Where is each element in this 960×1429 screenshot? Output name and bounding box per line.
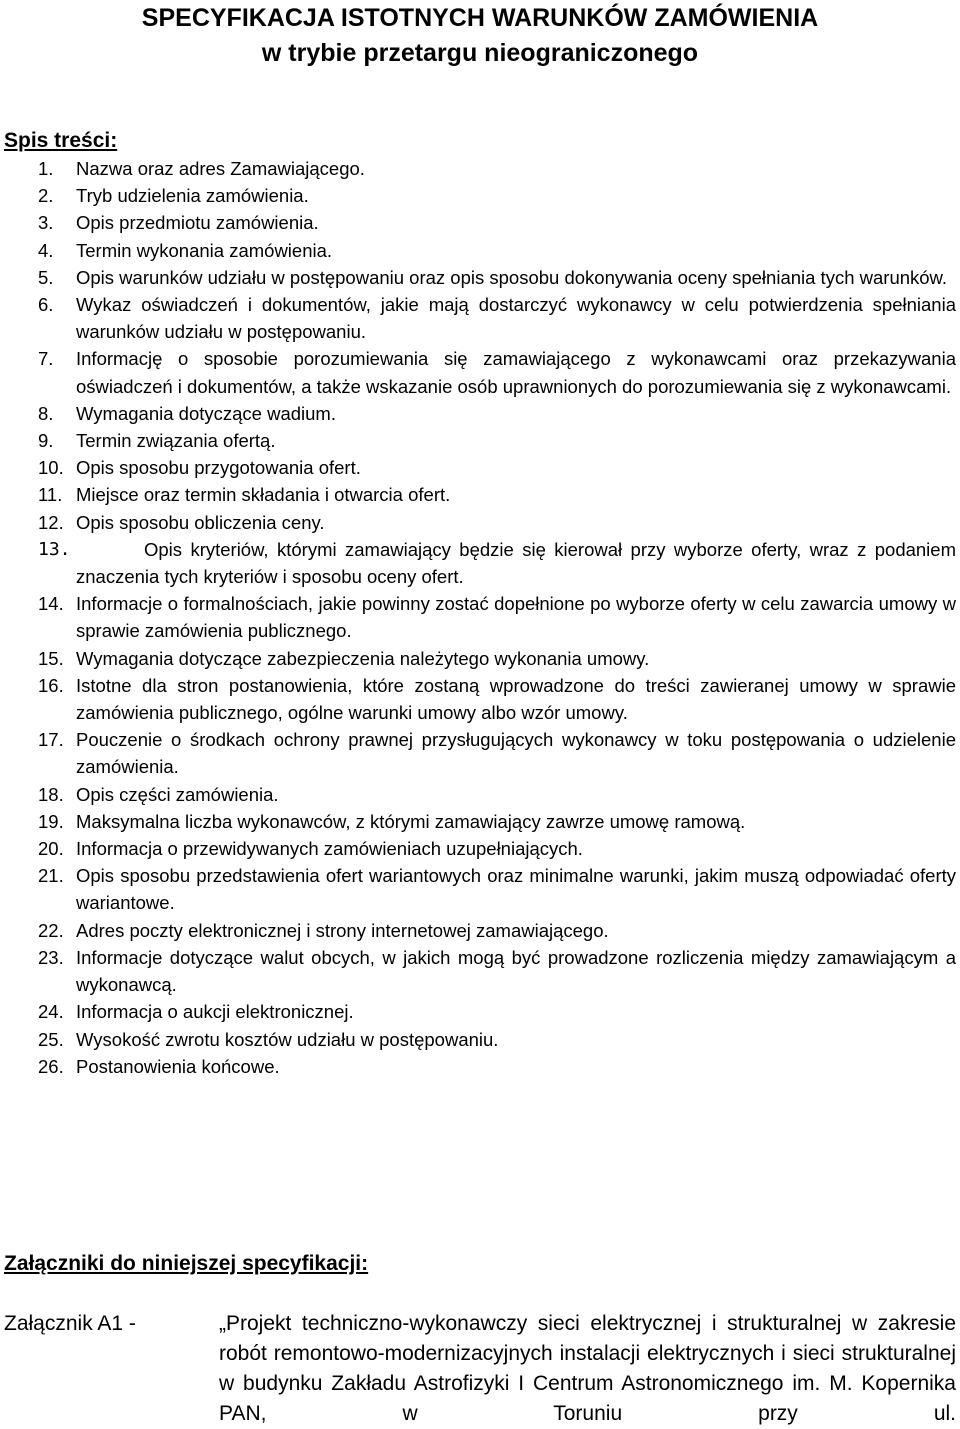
toc-item-number: 1. — [38, 158, 54, 179]
toc-item-number: 2. — [38, 185, 54, 207]
toc-item — [38, 454, 956, 481]
toc-item — [38, 781, 956, 808]
toc-item-number: 12. — [38, 511, 64, 533]
toc-item — [38, 237, 956, 264]
toc-item-number: 22. — [38, 919, 64, 941]
toc-item — [38, 536, 956, 590]
toc-item — [38, 155, 956, 182]
toc-item-text: Opis sposobu obliczenia ceny. — [76, 511, 325, 533]
toc-item-number: 10. — [38, 457, 64, 479]
toc-item-text: Opis przedmiotu zamówienia. — [76, 212, 319, 234]
toc-item-number: 23. — [38, 946, 64, 968]
toc-item-number: 3. — [38, 212, 54, 234]
toc-item-text: Pouczenie o środkach ochrony prawnej przysługujących wykonawcy w toku postępowania o udzielenie zamówienia. — [76, 729, 956, 778]
toc-item-text: Postanowienia końcowe. — [76, 1055, 280, 1077]
toc-item-number: 8. — [38, 402, 54, 424]
toc-item-text: Tryb udzielenia zamówienia. — [76, 185, 309, 207]
toc-item-number: 19. — [38, 810, 64, 832]
toc-item — [38, 672, 956, 726]
toc-item-text: Wymagania dotyczące wadium. — [76, 402, 336, 424]
toc-item — [38, 726, 956, 780]
toc-item-text: Opis sposobu przedstawienia ofert wariantowych oraz minimalne warunki, jakim muszą odpowiadać oferty wariantowe. — [76, 865, 956, 914]
toc-item-number: 21. — [38, 865, 64, 887]
toc-item-number: 20. — [38, 838, 64, 860]
toc-item-number: 5. — [38, 266, 54, 288]
toc-item — [38, 481, 956, 508]
toc-item-number: 24. — [38, 1001, 64, 1023]
toc-item-text: Opis kryteriów, którymi zamawiający będzie się kierował przy wyborze oferty, wraz z podaniem znaczenia tych kryteriów i sposobu oceny ofert. — [76, 538, 956, 588]
toc-item-number: 26. — [38, 1055, 64, 1077]
toc-item — [38, 1053, 956, 1080]
toc-item-text: Termin związania ofertą. — [76, 430, 276, 452]
toc-item-text: Opis sposobu przygotowania ofert. — [76, 457, 361, 479]
toc-item-text: Informacje o formalnościach, jakie powinny zostać dopełnione po wyborze oferty w celu zawarcia umowy w sprawie zamówienia publicznego. — [76, 593, 956, 642]
toc-item-number: 15. — [38, 647, 64, 669]
toc-item-number: 25. — [38, 1028, 64, 1050]
table-of-contents — [38, 155, 956, 1080]
toc-item-text: Opis części zamówienia. — [76, 783, 279, 805]
document-title: SPECYFIKACJA ISTOTNYCH WARUNKÓW ZAMÓWIENIA — [141, 4, 819, 32]
toc-item-text: Informacje dotyczące walut obcych, w jakich mogą być prowadzone rozliczenia między zamawiającym a wykonawcą. — [76, 946, 956, 996]
toc-item — [38, 427, 956, 454]
toc-item — [38, 944, 956, 998]
toc-item — [38, 400, 956, 427]
toc-item-text: Wysokość zwrotu kosztów udziału w postępowaniu. — [76, 1028, 499, 1050]
toc-item — [38, 835, 956, 862]
toc-item-number: 16. — [38, 674, 64, 696]
toc-item-text: Opis warunków udziału w postępowaniu oraz opis sposobu dokonywania oceny spełniania tych warunków. — [76, 266, 948, 288]
toc-item — [38, 590, 956, 644]
toc-item-number: 13. — [38, 538, 71, 560]
toc-item-number: 9. — [38, 430, 54, 452]
toc-item-text: Miejsce oraz termin składania i otwarcia ofert. — [76, 484, 451, 506]
toc-item — [38, 345, 956, 399]
toc-item-text: Wymagania dotyczące zabezpieczenia należytego wykonania umowy. — [76, 647, 650, 669]
toc-item-number: 17. — [38, 729, 64, 751]
toc-item — [38, 291, 956, 345]
toc-item — [38, 862, 956, 916]
toc-item — [38, 808, 956, 835]
toc-item — [38, 209, 956, 236]
toc-item-text: Nazwa oraz adres Zamawiającego. — [76, 158, 365, 179]
toc-item-text: Informację o sposobie porozumiewania się zamawiającego z wykonawcami oraz przekazywania oświadczeń i dokumentów, a także wskazanie osób uprawnionych do porozumiewania się z wykonawcami. — [76, 348, 956, 397]
toc-item-number: 11. — [38, 484, 63, 506]
toc-item — [38, 182, 956, 209]
toc-item-number: 18. — [38, 783, 64, 805]
toc-item-text: Istotne dla stron postanowienia, które zostaną wprowadzone do treści zawieranej umowy w sprawie zamówienia publicznego, ogólne warunki umowy albo wzór umowy. — [76, 674, 956, 724]
document-subtitle: w trybie przetargu nieograniczonego — [261, 39, 699, 67]
toc-item — [38, 264, 956, 291]
toc-item-text: Adres poczty elektronicznej i strony internetowej zamawiającego. — [76, 919, 609, 941]
attachment-description: „Projekt techniczno-wykonawczy sieci elektrycznej i strukturalnej w zakresie robót remontowo-modernizacyjnych instalacji elektrycznych i sieci strukturalnej w budynku Zakładu Astrofizyki I Centrum Astronomicznego im. M. Kopernika PAN, w Toruniu przy ul. — [219, 1312, 956, 1425]
toc-item-text: Wykaz oświadczeń i dokumentów, jakie mają dostarczyć wykonawcy w celu potwierdzenia spełniania warunków udziału w postępowaniu. — [76, 294, 956, 343]
toc-item — [38, 645, 956, 672]
toc-item — [38, 917, 956, 944]
attachments-heading: Załączniki do niniejszej specyfikacji: — [4, 1252, 369, 1275]
toc-item-number: 14. — [38, 593, 64, 615]
toc-item — [38, 509, 956, 536]
toc-item — [38, 998, 956, 1025]
toc-item-text: Informacja o aukcji elektronicznej. — [76, 1001, 354, 1023]
toc-item-number: 7. — [38, 348, 54, 370]
toc-item-text: Informacja o przewidywanych zamówieniach uzupełniających. — [76, 838, 583, 860]
toc-item-text: Termin wykonania zamówienia. — [76, 239, 333, 261]
toc-item-number: 6. — [38, 294, 54, 316]
toc-heading: Spis treści: — [4, 129, 118, 152]
toc-item — [38, 1026, 956, 1053]
toc-item-text: Maksymalna liczba wykonawców, z którymi zamawiający zawrze umowę ramową. — [76, 810, 746, 832]
toc-item-number: 4. — [38, 239, 54, 261]
attachment-label: Załącznik A1 - — [4, 1312, 136, 1335]
